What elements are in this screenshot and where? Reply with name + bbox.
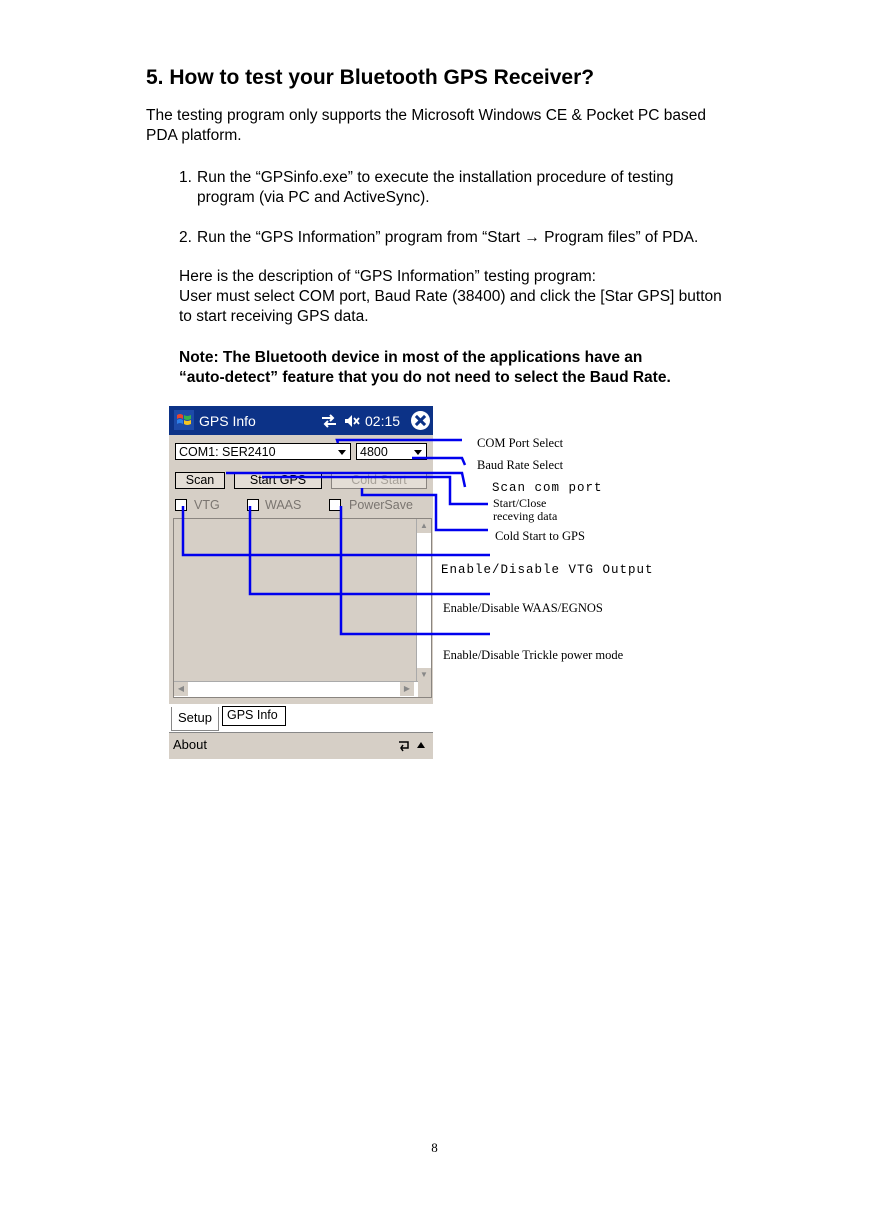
scan-button[interactable]: Scan <box>175 472 225 489</box>
vertical-scrollbar[interactable] <box>416 519 431 682</box>
connectivity-icon[interactable] <box>321 414 337 428</box>
step-line: program (via PC and ActiveSync). <box>197 189 430 206</box>
pda-screenshot <box>169 406 433 758</box>
description-line: User must select COM port, Baud Rate (38400) and click the [Star GPS] button <box>179 288 722 305</box>
speaker-muted-icon[interactable] <box>344 414 361 428</box>
page-number: 8 <box>431 1140 438 1155</box>
description-line: to start receiving GPS data. <box>179 308 369 325</box>
intro-line: PDA platform. <box>146 127 242 144</box>
chevron-down-icon[interactable] <box>338 450 346 455</box>
scroll-down-icon[interactable]: ▼ <box>417 668 431 682</box>
menu-bar <box>169 732 433 759</box>
step-2 <box>179 228 698 248</box>
horizontal-scrollbar[interactable] <box>174 681 418 697</box>
waas-label: WAAS <box>265 498 302 512</box>
description-line: Here is the description of “GPS Information” testing program: <box>179 268 596 285</box>
callout-start-close <box>493 497 557 523</box>
scroll-left-icon[interactable]: ◀ <box>174 682 188 696</box>
start-gps-button[interactable]: Start GPS <box>234 472 322 489</box>
tab-gps-info[interactable]: GPS Info <box>222 706 286 726</box>
tab-setup[interactable]: Setup <box>171 707 219 731</box>
callout-com-port: COM Port Select <box>477 436 564 450</box>
clock[interactable]: 02:15 <box>365 413 401 429</box>
com-port-value: COM1: SER2410 <box>179 445 276 459</box>
baud-rate-select[interactable] <box>356 443 427 460</box>
about-menu[interactable]: About <box>173 737 207 752</box>
intro-paragraph <box>146 106 706 146</box>
tab-bar <box>169 704 433 732</box>
step-1 <box>179 168 673 208</box>
gps-output-area[interactable] <box>173 518 432 698</box>
vtg-checkbox[interactable] <box>175 499 187 511</box>
step-line: Run the “GPS Information” program from “Start → Program files” of PDA. <box>197 229 699 246</box>
waas-checkbox[interactable] <box>247 499 259 511</box>
step-number: 1. <box>179 169 192 186</box>
callout-scan: Scan com port <box>492 481 603 495</box>
chevron-down-icon[interactable] <box>414 450 422 455</box>
title-bar <box>169 406 433 435</box>
section-heading: 5. How to test your Bluetooth GPS Receiver? <box>146 66 595 89</box>
close-icon[interactable] <box>411 411 430 430</box>
windows-logo-icon[interactable] <box>173 409 195 431</box>
com-port-select[interactable] <box>175 443 351 460</box>
vtg-label: VTG <box>194 498 220 512</box>
app-title: GPS Info <box>199 413 256 429</box>
baud-rate-value: 4800 <box>360 445 388 459</box>
chevron-up-icon[interactable] <box>417 742 425 748</box>
scroll-up-icon[interactable]: ▲ <box>417 519 431 533</box>
step-line: Run the “GPSinfo.exe” to execute the installation procedure of testing <box>197 169 674 186</box>
step-number: 2. <box>179 229 192 246</box>
powersave-label: PowerSave <box>349 498 413 512</box>
scroll-right-icon[interactable]: ▶ <box>400 682 414 696</box>
input-panel-icon[interactable] <box>397 739 411 752</box>
callout-cold-start: Cold Start to GPS <box>495 529 585 543</box>
powersave-checkbox[interactable] <box>329 499 341 511</box>
note-line: Note: The Bluetooth device in most of the applications have an <box>179 349 643 366</box>
callout-trickle: Enable/Disable Trickle power mode <box>443 648 624 662</box>
callout-vtg: Enable/Disable VTG Output <box>441 563 654 577</box>
callout-waas: Enable/Disable WAAS/EGNOS <box>443 601 603 615</box>
callout-line: Start/Close <box>493 496 547 510</box>
intro-line: The testing program only supports the Microsoft Windows CE & Pocket PC based <box>146 107 706 124</box>
note <box>179 348 671 388</box>
cold-start-button[interactable]: Cold Start <box>331 472 427 489</box>
callout-baud-rate: Baud Rate Select <box>477 458 564 472</box>
note-line: “auto-detect” feature that you do not need to select the Baud Rate. <box>179 369 671 386</box>
program-description <box>179 267 722 327</box>
callout-line: receving data <box>493 509 558 523</box>
